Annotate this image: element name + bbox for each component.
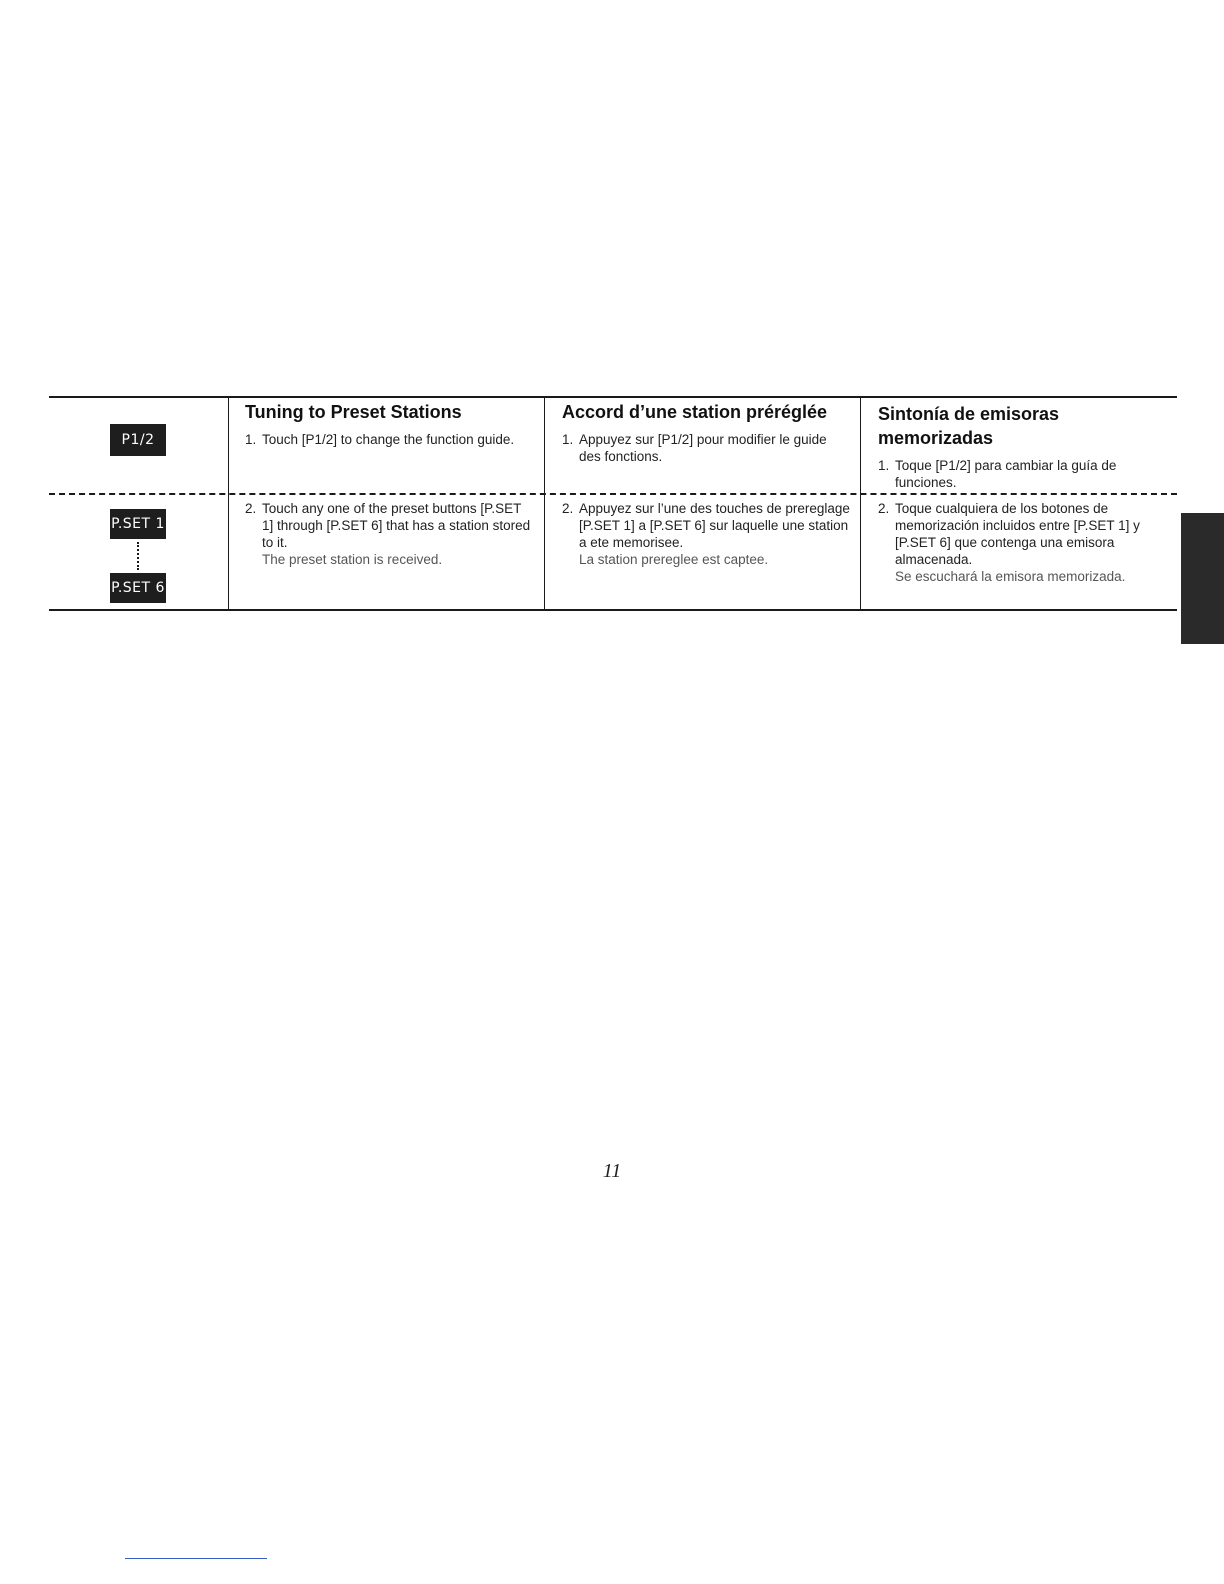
english-column-step-2 — [245, 500, 533, 568]
column-divider — [544, 396, 545, 610]
table-top-rule — [49, 396, 1177, 398]
french-column — [562, 400, 852, 465]
instruction-table — [49, 396, 1177, 612]
french-title: Accord d’une station préréglée — [562, 402, 828, 422]
column-divider — [228, 396, 229, 610]
step-result: La station prereglee est captee. — [579, 552, 769, 567]
column-divider — [860, 396, 861, 610]
spanish-title: Sintonía de emisoras memorizadas — [878, 404, 1060, 448]
scan-artifact-line — [125, 1558, 267, 1559]
step-text: Touch [P1/2] to change the function guide. — [262, 432, 515, 447]
spanish-column-step-2 — [878, 500, 1158, 585]
english-title: Tuning to Preset Stations — [245, 402, 462, 422]
step-text: Appuyez sur [P1/2] pour modifier le guide des fonctions. — [579, 432, 827, 464]
section-tab-marker — [1181, 513, 1224, 644]
step-number: 1. — [562, 432, 574, 447]
button-range-connector — [137, 542, 139, 570]
table-bottom-rule — [49, 609, 1177, 611]
page-number: 11 — [602, 1160, 622, 1182]
spanish-step-2 — [878, 500, 1158, 585]
step-text: Toque cualquiera de los botones de memorización incluidos entre [P.SET 1] y [P.SET 6] que contenga una emisora almacenada. — [895, 501, 1140, 567]
pset1-button-display: P.SET 1 — [110, 509, 166, 539]
step-result: Se escuchará la emisora memorizada. — [895, 569, 1126, 584]
french-step-1 — [562, 431, 852, 465]
step-text: Touch any one of the preset buttons [P.SET 1] through [P.SET 6] that has a station stored to it. — [262, 501, 531, 550]
step-result: The preset station is received. — [262, 552, 443, 567]
spanish-column — [878, 402, 1158, 491]
step-number: 2. — [562, 501, 574, 516]
english-column — [245, 400, 533, 448]
step-separator-rule — [49, 493, 1177, 495]
english-step-1 — [245, 431, 533, 448]
step-number: 1. — [878, 458, 890, 473]
p12-button-display: P1/2 — [110, 424, 166, 456]
step-text: Toque [P1/2] para cambiar la guía de funciones. — [895, 458, 1117, 490]
step-number: 2. — [245, 501, 257, 516]
french-column-step-2 — [562, 500, 850, 568]
step-number: 2. — [878, 501, 890, 516]
english-step-2 — [245, 500, 533, 568]
french-step-2 — [562, 500, 850, 568]
step-text: Appuyez sur l’une des touches de prereglage [P.SET 1] a [P.SET 6] sur laquelle une station a ete memorisee. — [579, 501, 850, 550]
pset6-button-display: P.SET 6 — [110, 573, 166, 603]
spanish-step-1 — [878, 457, 1158, 491]
step-number: 1. — [245, 432, 257, 447]
